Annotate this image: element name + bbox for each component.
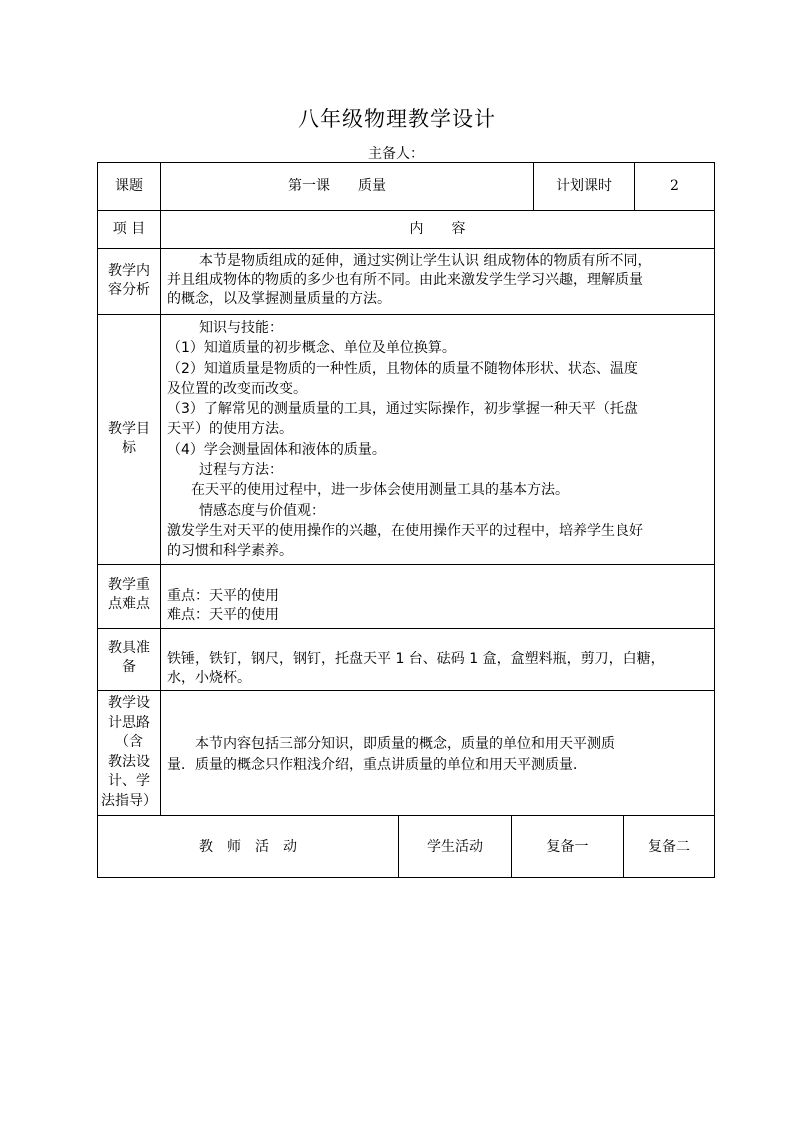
design-thinking-text: 本节内容包括三部分知识，即质量的概念，质量的单位和用天平测质 量．质量的概念只作粗浅介绍，重点讲质量的单位和用天平测质量． [167,736,615,773]
design-thinking-label: 教学设 计思路 （含 教法设 计、学 法指导） [101,695,157,809]
materials-label: 教具准 备 [108,640,150,675]
key-points-label: 教学重 点难点 [108,577,150,612]
preparer-label: 主备人： [368,146,424,162]
table-rule [97,162,715,163]
table-rule [160,162,161,816]
table-rule [97,314,715,315]
table-rule [97,210,715,211]
topic-label: 课题 [115,178,143,194]
table-rule [97,690,715,691]
prep-two-header: 复备二 [648,839,690,855]
content-analysis-text: 本节是物质组成的延伸，通过实例让学生认识 组成物体的物质有所不同， 并且组成物体的物质的多少也有所不同。由此来激发学生学习兴趣，理解质量 的概念，以及掌握测量质量的方法。 [167,253,652,307]
materials-text: 铁锤，铁钉，钢尺，钢钉，托盘天平 1 台、砝码 1 盒，盒塑料瓶，剪刀，白糖， 水，小烧杯。 [167,651,665,686]
student-activity-header: 学生活动 [427,839,483,855]
teacher-activity-header: 教 师 活 动 [199,839,297,855]
table-rule [97,628,715,629]
content-analysis-label: 教学内 容分析 [108,263,150,298]
planned-hours-label: 计划课时 [556,178,612,194]
prep-one-header: 复备一 [546,839,589,855]
table-rule [97,564,715,565]
objectives-label: 教学目 标 [108,421,150,456]
table-rule [97,248,715,249]
item-label: 项 目 [112,221,146,237]
topic-value: 第一课 质量 [288,178,386,194]
planned-hours-value: 2 [670,178,679,194]
key-points-text: 重点：天平的使用 难点：天平的使用 [167,588,279,623]
content-label: 内 容 [409,221,466,237]
table-rule [714,162,715,878]
objectives-text: 知识与技能： （1）知道质量的初步概念、单位及单位换算。 （2）知道质量是物质的一种性质，且物体的质量不随物体形状、状态、温度 及位置的改变而改变。 （3）了解常见的测量质量的工具，通过实际操作，初步掌握一种天平（托盘 天平）的使用方法。 （4）学会测量固体和液体的质量。 过程与方法： 在天平的使用过程中，进一步体会使用测量工具的基本方法。 情感态度与价值观： 激发学生对天平的使用操作的兴趣，在使用操作天平的过程中，培养学生良好 的习惯和科学素养。 [167,320,643,560]
page-title: 八年级物理教学设计 [298,107,496,131]
